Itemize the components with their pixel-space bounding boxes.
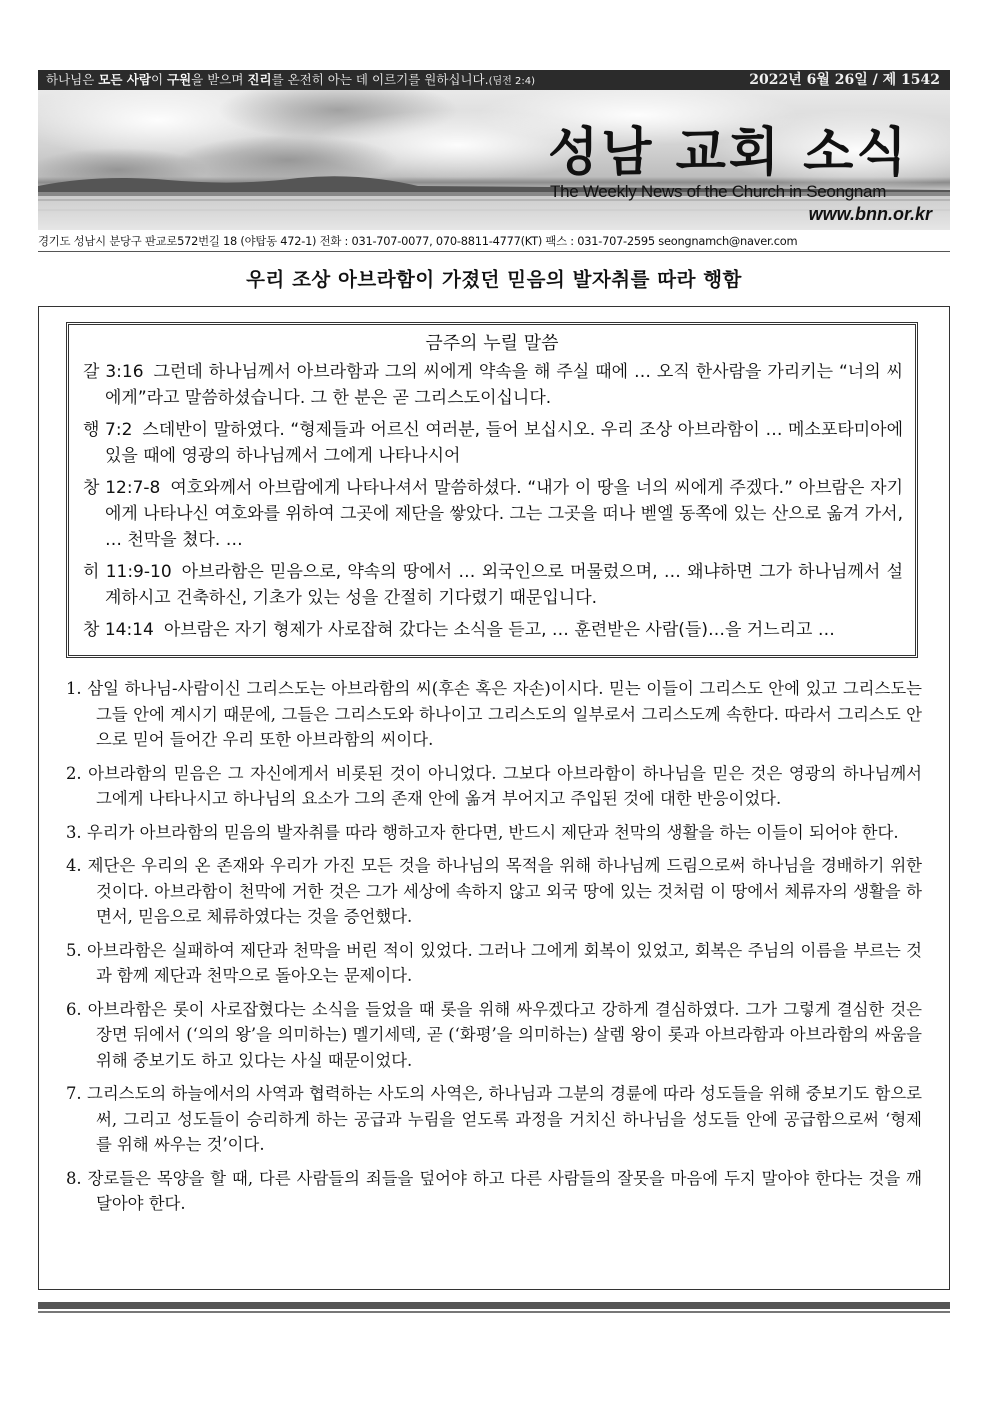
point-number: 5. bbox=[66, 940, 82, 960]
point-text: 우리가 아브라함의 믿음의 발자취를 따라 행하고자 한다면, 반드시 제단과 천막의 생활을 하는 이들이 되어야 한다. bbox=[86, 822, 899, 842]
masthead-banner bbox=[38, 90, 950, 230]
footer-divider bbox=[38, 1302, 950, 1309]
verse-text: 아브라함은 믿음으로, 약속의 땅에서 … 외국인으로 머물렀으며, … 왜냐하면 그가 하나님께서 설계하시고 건축하신, 기초가 있는 성을 간절히 기다렸기 때문입니다. bbox=[105, 562, 903, 608]
verse-text: 그런데 하나님께서 아브라함과 그의 씨에게 약속을 해 주실 때에 … 오직 한사람을 가리키는 “너의 씨에게”라고 말씀하셨습니다. 그 한 분은 곧 그리스도이십니다. bbox=[105, 362, 903, 408]
point-number: 8. bbox=[66, 1168, 82, 1188]
verse-text: 스데반이 말하였다. “형제들과 어르신 여러분, 들어 보십시오. 우리 조상 아브라함이 … 메소포타미아에 있을 때에 영광의 하나님께서 그에게 나타나시어 bbox=[105, 420, 904, 466]
point-text: 장로들은 목양을 할 때, 다른 사람들의 죄들을 덮어야 하고 다른 사람들의 잘못을 마음에 두지 말아야 한다는 것을 깨달아야 한다. bbox=[87, 1168, 922, 1213]
issue-date: 2022년 6월 26일 / 제 1542 bbox=[749, 72, 940, 88]
motto: 하나님은 모든 사람이 구원을 받으며 진리를 온전히 아는 데 이르기를 원하십니다.(딤전 2:4) bbox=[46, 72, 536, 87]
verse-item bbox=[83, 417, 903, 469]
verse-text: 아브람은 자기 형제가 사로잡혀 갔다는 소식을 듣고, … 훈련받은 사람(들)…을 거느리고 … bbox=[163, 620, 835, 640]
point-number: 1. bbox=[66, 679, 82, 698]
headline: 우리 조상 아브라함이 가졌던 믿음의 발자취를 따라 행함 bbox=[246, 268, 742, 291]
verse-text: 여호와께서 아브람에게 나타나셔서 말씀하셨다. “내가 이 땅을 너의 씨에게 주겠다.” 아브람은 자기에게 나타나신 여호와를 위하여 그곳에 제단을 쌓았다. 그는 그곳을 떠나 벧엘 동쪽에 있는 산으로 옮겨 가서, … 천막을 쳤다. … bbox=[105, 478, 904, 550]
outline-point bbox=[66, 997, 922, 1074]
point-text: 삼일 하나님-사람이신 그리스도는 아브라함의 씨(후손 혹은 자손)이시다. 믿는 이들이 그리스도 안에 있고 그리스도는 그들 안에 계시기 때문에, 그들은 그리스도와 하나이고 그리스도의 일부로서 그리스도께 속한다. 따라서 그리스도 안으로 믿어 들어간 우리 또한 아브라함의 씨이다. bbox=[87, 679, 922, 749]
outline-point bbox=[66, 853, 922, 930]
outline-point bbox=[66, 761, 922, 812]
verse-box-title: 금주의 누릴 말씀 bbox=[425, 333, 559, 354]
website-url[interactable]: www.bnn.or.kr bbox=[808, 204, 932, 224]
newsletter-subtitle: The Weekly News of the Church in Seongnam bbox=[550, 182, 887, 201]
point-number: 2. bbox=[66, 763, 82, 783]
verse-ref: 히 11:9-10 bbox=[83, 562, 172, 582]
verse-box bbox=[66, 322, 918, 658]
verse-ref: 창 12:7-8 bbox=[83, 478, 161, 498]
verse-list bbox=[83, 359, 903, 649]
outline-point bbox=[66, 676, 922, 753]
outline-points bbox=[66, 676, 922, 1225]
point-text: 그리스도의 하늘에서의 사역과 협력하는 사도의 사역은, 하나님과 그분의 경륜에 따라 성도들을 위해 중보기도 함으로써, 그리고 성도들이 승리하게 하는 공급과 누림을 얻도록 과정을 거치신 하나님을 성도들 안에 공급함으로써 ‘형제를 위해 싸우는 것’이다. bbox=[87, 1084, 922, 1154]
footer-divider-thin bbox=[38, 1311, 950, 1313]
outline-point bbox=[66, 820, 922, 846]
verse-item bbox=[83, 559, 903, 611]
point-text: 아브라함의 믿음은 그 자신에게서 비롯된 것이 아니었다. 그보다 아브라함이 하나님을 믿은 것은 영광의 하나님께서 그에게 나타나시고 하나님의 요소가 그의 존재 안에 옮겨 부어지고 주입된 것에 대한 반응이었다. bbox=[88, 763, 922, 808]
point-number: 7. bbox=[66, 1084, 82, 1103]
point-number: 3. bbox=[66, 822, 82, 842]
outline-point bbox=[66, 1081, 922, 1158]
verse-item bbox=[83, 359, 903, 411]
church-address: 경기도 성남시 분당구 판교로572번길 18 (야탑동 472-1) 전화 : 031-707-0077, 070-8811-4777(KT) 팩스 : 031-707-2595 seongnamch@naver.com bbox=[38, 234, 798, 248]
verse-item bbox=[83, 475, 903, 553]
verse-ref: 행 7:2 bbox=[83, 420, 133, 440]
point-number: 6. bbox=[66, 999, 82, 1019]
point-text: 제단은 우리의 온 존재와 우리가 가진 모든 것을 하나님의 목적을 위해 하나님께 드림으로써 하나님을 경배하기 위한 것이다. 아브라함이 천막에 거한 것은 그가 세상에 속하지 않고 외국 땅에 있는 것처럼 이 땅에서 체류자의 생활을 하면서, 믿음으로 체류하였다는 것을 증언했다. bbox=[87, 856, 922, 926]
point-text: 아브라함은 실패하여 제단과 천막을 버린 적이 있었다. 그러나 그에게 회복이 있었고, 회복은 주님의 이름을 부르는 것과 함께 제단과 천막으로 돌아오는 문제이다. bbox=[87, 940, 922, 985]
verse-ref: 갈 3:16 bbox=[83, 362, 144, 382]
point-number: 4. bbox=[66, 856, 82, 875]
point-text: 아브라함은 롯이 사로잡혔다는 소식을 들었을 때 롯을 위해 싸우겠다고 강하게 결심하였다. 그가 그렇게 결심한 것은 장면 뒤에서 (‘의의 왕’을 의미하는) 멜기세덱, 곧 (‘화평’을 의미하는) 살렘 왕이 롯과 아브라함과 아브라함의 싸움을 위해 중보기도 하고 있다는 사실 때문이었다. bbox=[87, 999, 922, 1070]
verse-ref: 창 14:14 bbox=[83, 620, 154, 640]
newsletter-title: 성남 교회 소식 bbox=[548, 123, 910, 183]
top-motto-bar bbox=[38, 70, 950, 90]
verse-item bbox=[83, 617, 903, 643]
divider bbox=[38, 251, 950, 252]
motto-reference: (딤전 2:4) bbox=[488, 76, 536, 87]
outline-point bbox=[66, 1166, 922, 1217]
outline-point bbox=[66, 938, 922, 989]
